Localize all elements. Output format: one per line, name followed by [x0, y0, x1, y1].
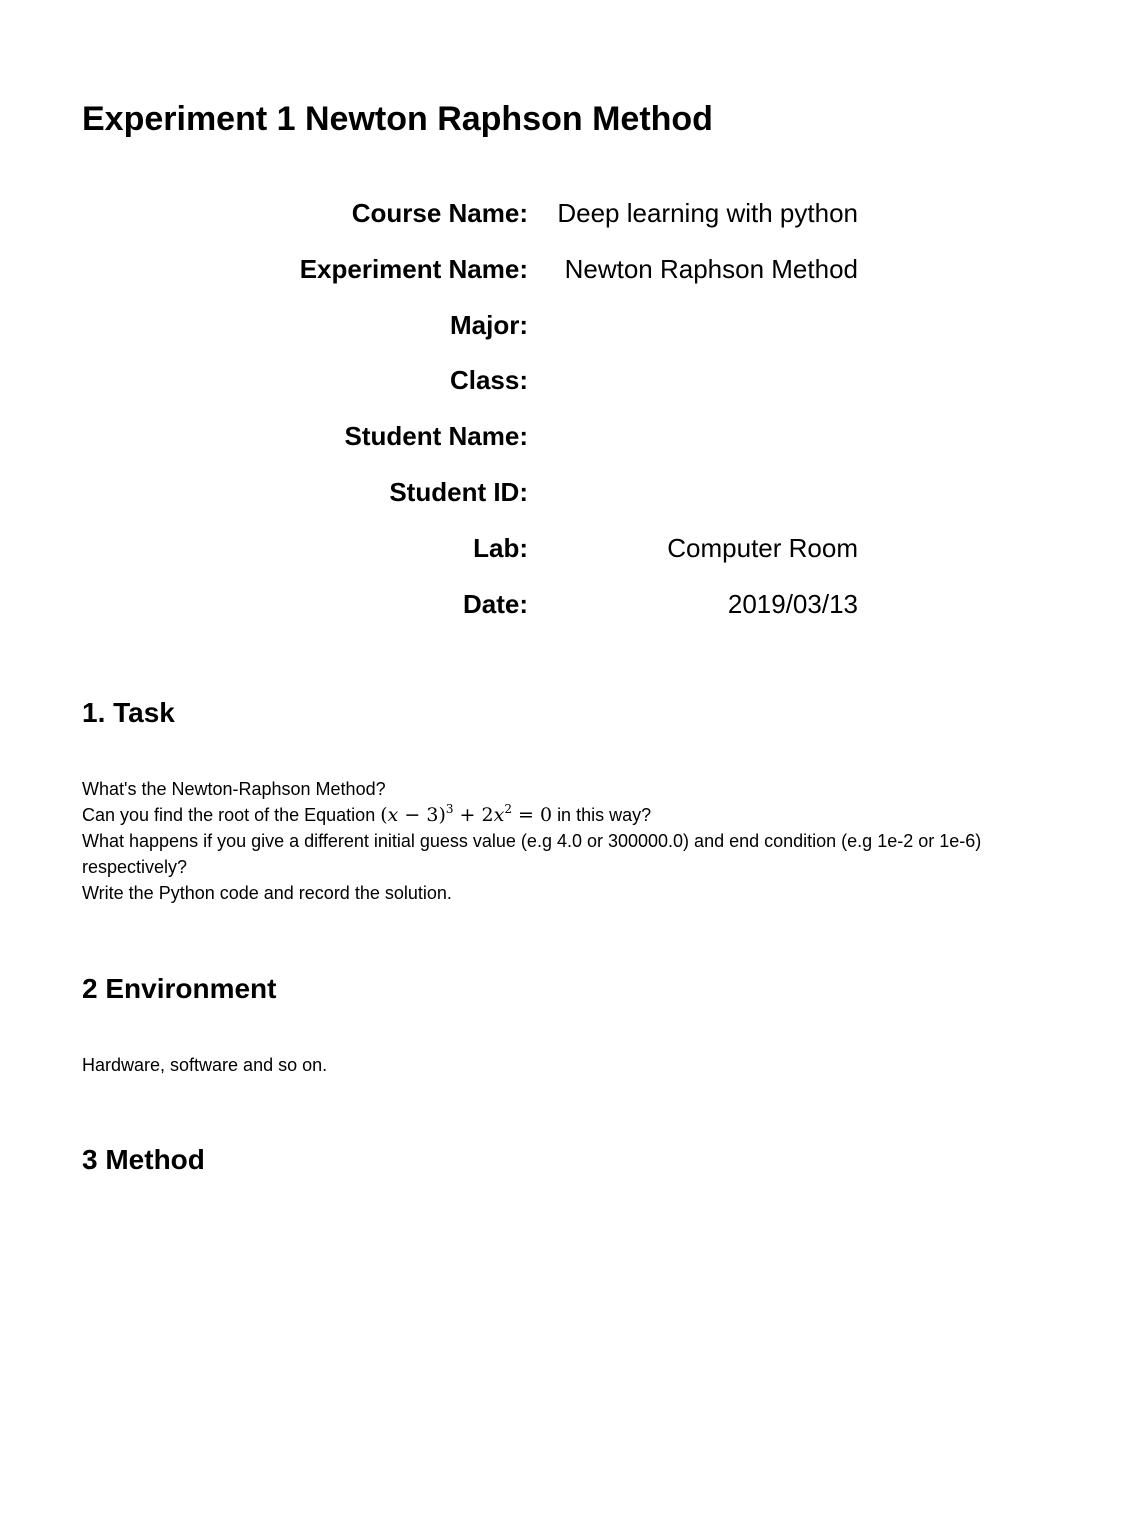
info-row-experiment-name [200, 251, 858, 287]
page-title: Experiment 1 Newton Raphson Method [82, 100, 713, 138]
info-row-student-id [200, 474, 858, 510]
course-name-value: Deep learning with python [557, 198, 858, 228]
info-row-lab [200, 530, 858, 566]
task-line-2 [82, 802, 1012, 828]
equation-exponent-cube: 3 [445, 802, 454, 816]
experiment-name-label: Experiment Name: [299, 254, 528, 284]
equation-plus-term: + 2 [453, 804, 494, 826]
task-line-3: What happens if you give a different initial guess value (e.g 4.0 or 300000.0) and end condition (e.g 1e-2 or 1e-6) respectively? [82, 831, 982, 877]
task-body [82, 776, 1012, 906]
info-row-course-name [200, 195, 858, 231]
task-heading: 1. Task [82, 697, 175, 728]
info-row-class [200, 362, 858, 398]
method-heading: 3 Method [82, 1144, 205, 1175]
task-line-1: What's the Newton-Raphson Method? [82, 779, 386, 799]
student-name-label: Student Name: [344, 421, 528, 451]
equation-variable-x: x [387, 804, 399, 826]
student-id-label: Student ID: [389, 477, 528, 507]
major-label: Major: [450, 310, 528, 340]
info-row-major [200, 307, 858, 343]
equation-minus-term: − 3) [398, 804, 446, 826]
task-line-4: Write the Python code and record the solution. [82, 883, 452, 903]
equation-exponent-square: 2 [504, 802, 512, 816]
experiment-name-value: Newton Raphson Method [564, 254, 858, 284]
info-row-student-name [200, 418, 858, 454]
equation-open-paren: ( [380, 804, 388, 826]
class-label: Class: [449, 365, 528, 395]
equation-variable-x-2: x [493, 804, 505, 826]
environment-heading: 2 Environment [82, 973, 277, 1004]
info-row-date [200, 586, 858, 622]
equation-equals-zero: = 0 [511, 804, 553, 826]
task-line-2-prefix: Can you find the root of the Equation [82, 805, 376, 825]
task-line-2-suffix: in this way? [557, 805, 652, 825]
course-name-label: Course Name: [351, 198, 528, 228]
lab-value: Computer Room [667, 533, 858, 563]
date-value: 2019/03/13 [727, 589, 858, 619]
equation [380, 804, 552, 826]
environment-text: Hardware, software and so on. [82, 1055, 328, 1075]
environment-body [82, 1052, 1012, 1078]
date-label: Date: [462, 589, 528, 619]
lab-label: Lab: [473, 533, 528, 563]
